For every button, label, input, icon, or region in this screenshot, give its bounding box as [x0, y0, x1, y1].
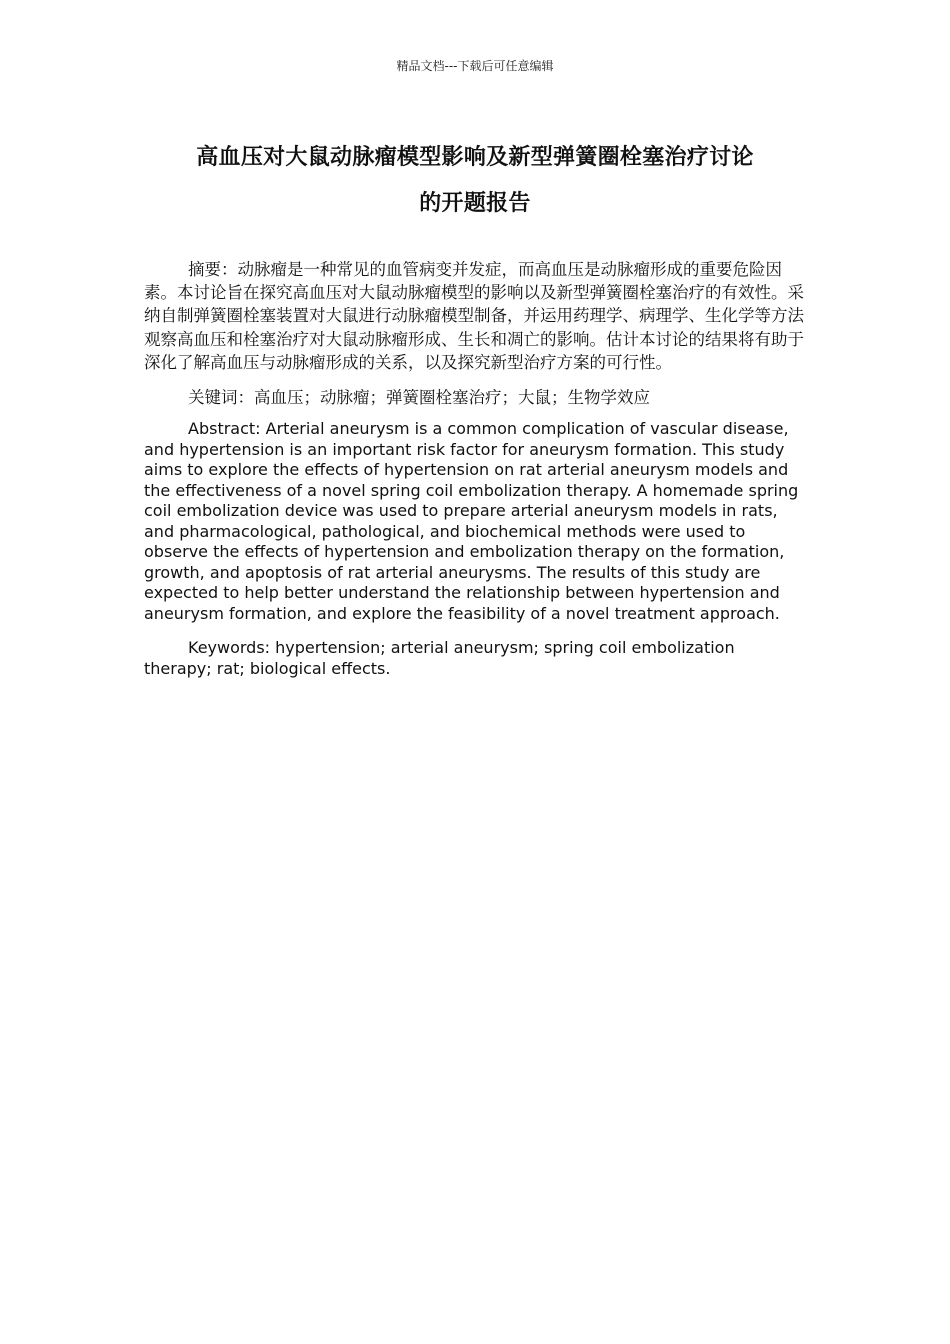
title-line-2: 的开题报告	[419, 191, 531, 216]
abstract-english: Abstract: Arterial aneurysm is a common complication of vascular disease, and hypertension is an important risk factor for aneurysm formation. This study aims to explore the effects of hypertension on rat arterial aneurysm models and the effectiveness of a novel spring coil embolization therapy. A homemade spring coil embolization device was used to prepare arterial aneurysm models in rats, and pharmacological, pathological, and biochemical methods were used to observe the effects of hypertension and embolization therapy on the formation, growth, and apoptosis of rat arterial aneurysms. The results of this study are expected to help better understand the relationship between hypertension and aneurysm formation, and explore the feasibility of a novel treatment approach.	[144, 419, 799, 623]
document-body	[144, 258, 806, 679]
paragraph-spacer	[144, 374, 806, 386]
keywords-english: Keywords: hypertension; arterial aneurysm; spring coil embolization therapy; rat; biological effects.	[144, 638, 735, 678]
abstract-chinese: 摘要：动脉瘤是一种常见的血管病变并发症，而高血压是动脉瘤形成的重要危险因素。本讨论旨在探究高血压对大鼠动脉瘤模型的影响以及新型弹簧圈栓塞治疗的有效性。采纳自制弹簧圈栓塞装置对大鼠进行动脉瘤模型制备，并运用药理学、病理学、生化学等方法观察高血压和栓塞治疗对大鼠动脉瘤形成、生长和凋亡的影响。估计本讨论的结果将有助于深化了解高血压与动脉瘤形成的关系，以及探究新型治疗方案的可行性。	[144, 260, 804, 372]
keywords-chinese: 关键词：高血压；动脉瘤；弹簧圈栓塞治疗；大鼠；生物学效应	[188, 388, 650, 408]
title-line-1: 高血压对大鼠动脉瘤模型影响及新型弹簧圈栓塞治疗讨论	[196, 145, 754, 170]
paragraph-spacer	[144, 409, 806, 419]
page-header: 精品文档---下载后可任意编辑	[396, 59, 554, 73]
paragraph-spacer	[144, 624, 806, 638]
document-title	[130, 135, 820, 227]
